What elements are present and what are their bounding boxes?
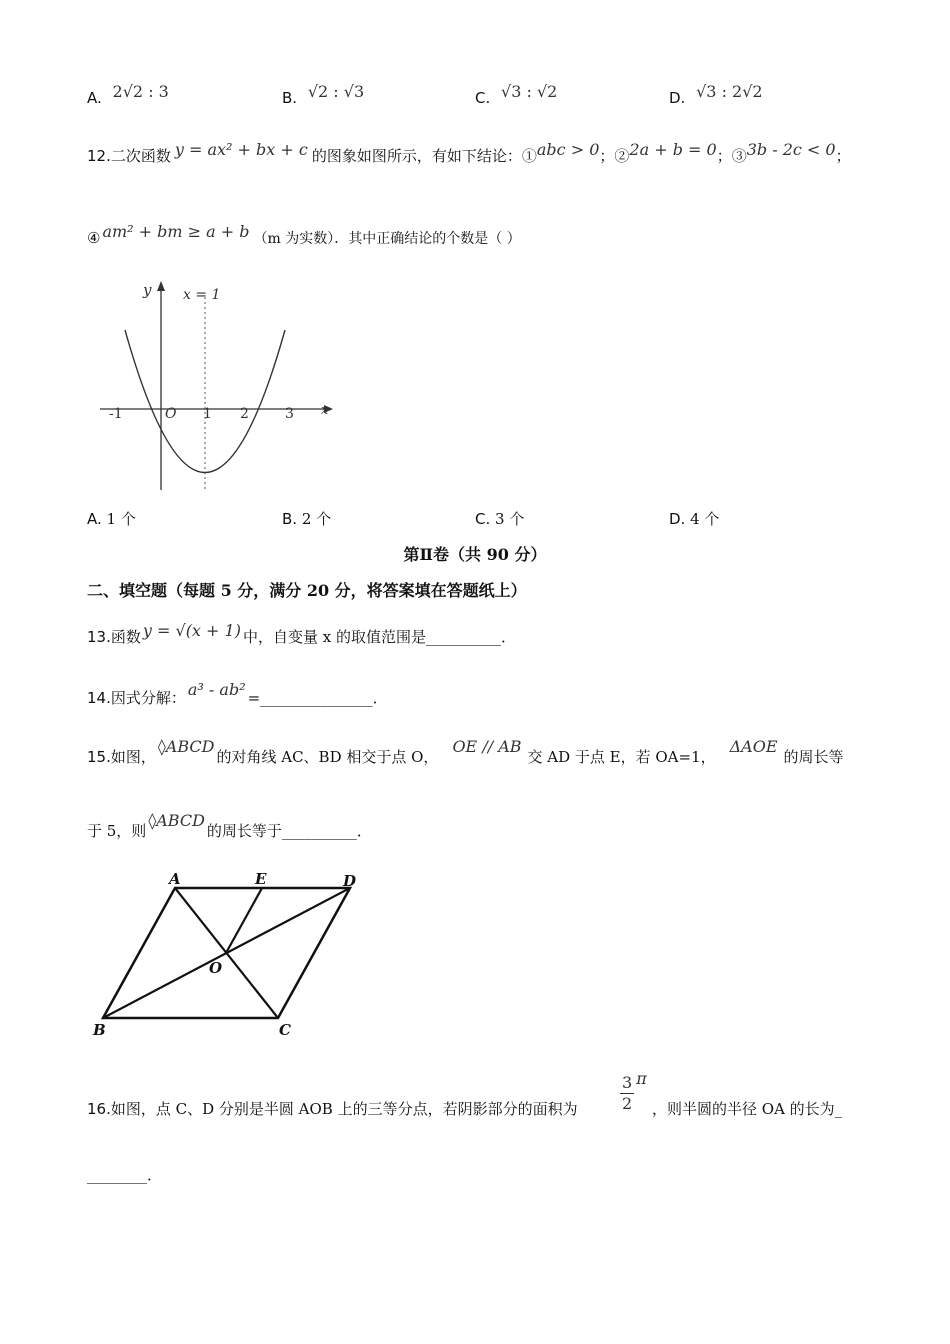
- q15-parallel-relation: OE // AB: [452, 737, 522, 756]
- q12-option-c: C. 3 个: [475, 510, 525, 528]
- q15-triangle: ΔAOE: [729, 737, 778, 756]
- q11-option-d: D. √3 : 2√2: [669, 82, 763, 107]
- q11-option-c: C. √3 : √2: [475, 82, 558, 107]
- q12-parabola-graph: [95, 275, 345, 500]
- q15-parallelogram-figure: [85, 862, 365, 1042]
- q12-option-b: B. 2 个: [282, 510, 332, 528]
- section-2-title: 二、填空题（每题 5 分，满分 20 分，将答案填在答题纸上）: [87, 581, 527, 600]
- label-a: A: [169, 870, 181, 888]
- q11-option-c-expr: √3 : √2: [501, 82, 558, 101]
- q11-option-b: B. √2 : √3: [282, 82, 365, 107]
- tick-label-3: 3: [285, 406, 294, 422]
- q12-conclusion-4: am² + bm ≥ a + b: [102, 222, 250, 241]
- q12-option-a: A. 1 个: [87, 510, 136, 528]
- tick-label-2: 2: [240, 406, 249, 422]
- y-axis-label: y: [143, 281, 152, 299]
- q16-area-value: [620, 1068, 647, 1113]
- q13-function: y = √(x + 1): [142, 621, 241, 640]
- y-axis-arrow: [157, 281, 165, 291]
- q15-parallelogram-1: ◊ABCD: [157, 737, 215, 756]
- q11-option-b-expr: √2 : √3: [307, 82, 365, 101]
- q11-option-d-expr: √3 : 2√2: [696, 82, 763, 101]
- q13: 13.函数 y = √(x + 1) 中，自变量 x 的取值范围是__________．: [87, 621, 516, 646]
- q15-line-1: 15.如图，◊ABCD的对角线 AC、BD 相交于点 O，OE // AB交 AD 于点 E，若 OA=1，ΔAOE的周长等: [87, 737, 844, 766]
- q11-option-a: A. 2√2 : 3: [87, 82, 169, 107]
- q12-line-2: ④ am² + bm ≥ a + b （m 为实数）．其中正确结论的个数是（ ）: [87, 222, 521, 247]
- label-e: E: [255, 870, 267, 888]
- label-c: C: [279, 1021, 291, 1039]
- x-axis-label: x: [321, 403, 329, 418]
- parabola-curve: [125, 330, 285, 473]
- tick-label-1: 1: [203, 406, 212, 422]
- q16-fraction: $\frac{3}{2}$: [622, 1073, 633, 1113]
- q16-pi: π: [636, 1068, 647, 1088]
- q16-line-1-end: ，则半圆的半径 OA 的长为_: [652, 1100, 843, 1118]
- q15-parallelogram-2: ◊ABCD: [148, 811, 205, 830]
- q15-line-2: 于 5，则◊ABCD的周长等于__________．: [87, 811, 372, 840]
- part-2-title: 第Ⅱ卷（共 90 分）: [403, 545, 547, 564]
- q12-function: y = ax² + bx + c: [174, 140, 308, 159]
- q12-conclusion-2: 2a + b = 0: [629, 140, 717, 159]
- label-b: B: [93, 1021, 106, 1039]
- q16-line-2: ________．: [87, 1166, 163, 1184]
- label-d: D: [343, 872, 357, 890]
- symmetry-line-label: x = 1: [183, 287, 221, 303]
- q12-conclusion-3: 3b - 2c < 0: [746, 140, 836, 159]
- q12-line-1: 12.二次函数 y = ax² + bx + c 的图象如图所示，有如下结论：①abc > 0；②2a + b = 0；③3b - 2c < 0；: [87, 140, 851, 165]
- q14-expression: a³ - ab²: [187, 680, 246, 699]
- origin-label: O: [165, 406, 177, 422]
- q11-option-a-expr: 2√2 : 3: [112, 82, 169, 101]
- q12-conclusion-1: abc > 0: [536, 140, 600, 159]
- label-o: O: [209, 959, 223, 977]
- q16-line-1: 16.如图，点 C、D 分别是半圆 AOB 上的三等分点，若阴影部分的面积为: [87, 1100, 578, 1118]
- q12-option-d: D. 4 个: [669, 510, 720, 528]
- q14: 14.因式分解： a³ - ab² =_______________．: [87, 680, 388, 707]
- tick-label-minus-1: -1: [109, 406, 123, 422]
